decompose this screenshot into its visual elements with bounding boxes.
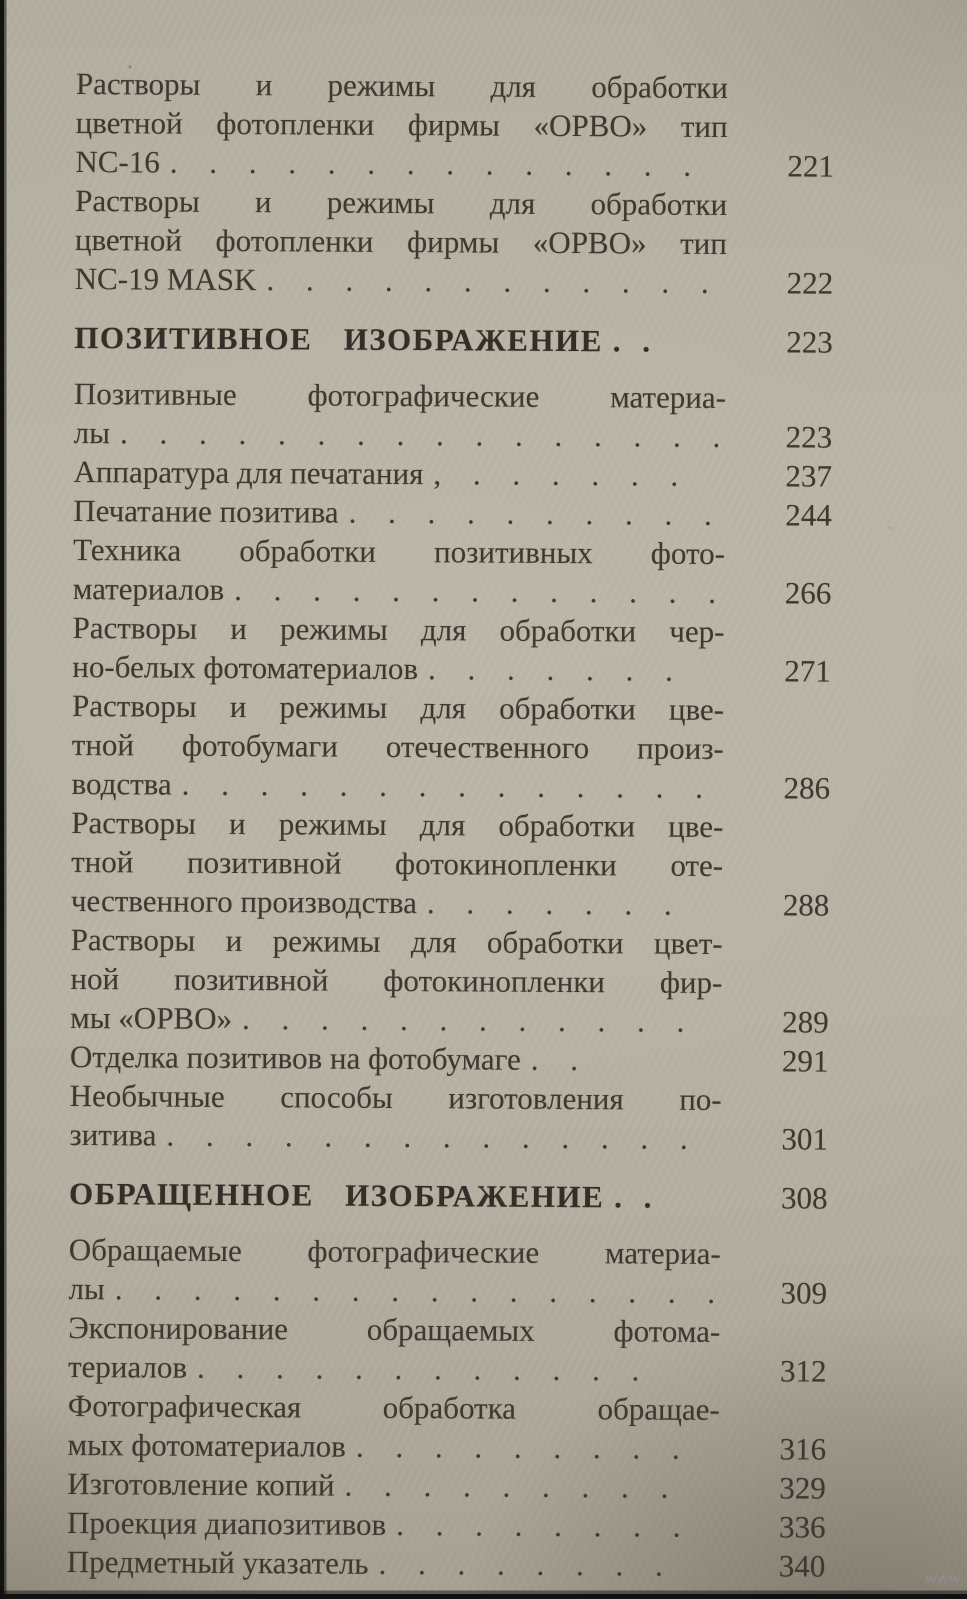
toc-text <box>73 530 725 612</box>
toc-row <box>68 1230 868 1313</box>
toc-row <box>67 1542 867 1586</box>
page-number: 340 <box>778 1548 826 1584</box>
toc-line: Растворы и режимы для обработки цвет- <box>70 921 723 961</box>
toc-line-last <box>67 1425 719 1468</box>
page-number: 286 <box>783 770 831 806</box>
dot-leader: . . . . . . . . . . . . . . <box>166 1117 689 1156</box>
page-number: 329 <box>779 1470 826 1506</box>
toc-line-last <box>67 1464 719 1507</box>
toc-line-last <box>69 1115 721 1158</box>
toc-text <box>73 452 725 495</box>
toc-row <box>68 1308 868 1391</box>
dot-leader: . . . . . . . . <box>378 1545 664 1583</box>
toc-line: тной позитивной фотокинопленки оте- <box>71 843 724 883</box>
toc-entry-title: мых фотоматериалов <box>67 1426 346 1464</box>
dot-leader: . . <box>612 323 651 359</box>
dot-leader: , . . . . . . <box>433 456 680 493</box>
toc-entry-title: ПОЗИТИВНОЕ ИЗОБРАЖЕНИЕ <box>74 319 603 359</box>
page-number: 244 <box>785 497 832 533</box>
toc-row <box>70 1037 870 1081</box>
toc-line: Фотографическая обработка обращае- <box>67 1387 720 1427</box>
toc-line-last <box>74 413 726 456</box>
toc-text <box>69 1174 721 1217</box>
toc-text <box>72 608 724 690</box>
toc-row <box>73 491 873 535</box>
page-number: 221 <box>787 148 834 184</box>
page-number: 271 <box>784 653 831 689</box>
dot-leader: . . . . . . . . . . . . . . <box>169 144 693 183</box>
toc-line-last <box>75 142 727 185</box>
toc-text <box>70 1037 722 1080</box>
dot-leader: . . . . . . . . . . . . <box>241 1001 686 1039</box>
page-number: 288 <box>782 887 830 923</box>
toc-line: Техника обработки позитивных фото- <box>72 531 726 571</box>
toc-text <box>67 1464 719 1507</box>
toc-row <box>71 803 872 925</box>
toc-entry-title: зитива <box>69 1116 157 1153</box>
toc-entry-title: Аппаратура для печатания <box>73 453 424 492</box>
toc-line-last <box>71 764 723 807</box>
toc-text <box>69 1076 721 1158</box>
dot-leader: . . . . . . . . . . . . . . . . <box>114 1271 717 1310</box>
toc-row <box>73 530 873 613</box>
toc-line-last <box>70 1037 722 1080</box>
toc-line-last <box>74 318 726 361</box>
dot-leader: . . <box>530 1041 580 1078</box>
toc-line-last <box>68 1347 720 1390</box>
toc-line-last <box>73 452 725 495</box>
page-number: 222 <box>786 265 834 301</box>
toc-entry-title: Предметный указатель <box>66 1543 369 1581</box>
toc-entry-title: чественного производства <box>70 882 418 921</box>
toc-row <box>69 1174 869 1218</box>
toc-entry-title: Печатание позитива <box>73 492 339 530</box>
toc-line: тной фотобумаги отечественного произ- <box>71 726 724 766</box>
toc-line: Растворы и режимы для обработки <box>75 182 728 222</box>
toc-line-last <box>70 998 722 1041</box>
photo-left-edge <box>0 0 7 1599</box>
toc-text <box>71 803 724 924</box>
page-number: 312 <box>779 1353 827 1389</box>
toc-line: Необычные способы изготовления по- <box>69 1077 722 1117</box>
toc-line-last <box>73 569 725 612</box>
dot-leader: . . . . . . . <box>426 885 673 922</box>
toc-entry-title: NC-19 MASK <box>74 260 257 298</box>
toc-row <box>67 1386 867 1469</box>
dot-leader: . . . . . . . <box>427 651 674 688</box>
toc-text <box>67 1542 719 1585</box>
toc-text <box>75 64 728 185</box>
toc-line-last <box>67 1542 719 1585</box>
page-number: 266 <box>784 575 832 611</box>
toc-entry-title: Отделка позитивов на фотобумаге <box>69 1038 521 1077</box>
toc-row <box>67 1464 867 1508</box>
toc-text <box>67 1386 719 1468</box>
toc-line-last <box>68 1269 720 1312</box>
toc-line: Экспонирование обращаемых фотома- <box>68 1309 721 1349</box>
toc-entry-title: Изготовление копий <box>67 1465 335 1503</box>
toc-entry-title: лы <box>68 1270 105 1307</box>
toc-line-last <box>71 881 723 924</box>
page-number: 308 <box>780 1180 828 1216</box>
toc-row <box>69 1076 869 1159</box>
dot-leader: . . . . . . . . . . . . . <box>234 571 718 610</box>
toc-row <box>67 1503 867 1547</box>
toc-text <box>71 686 724 807</box>
toc-text <box>67 1503 719 1546</box>
toc-text <box>70 920 723 1041</box>
dot-leader: . . . . . . . . . . . . <box>196 1349 641 1388</box>
table-of-contents <box>67 64 876 1586</box>
toc-text <box>74 374 726 456</box>
toc-text <box>74 318 726 361</box>
toc-entry-title: мы «ОРВО» <box>70 999 233 1036</box>
watermark: www <box>925 1570 961 1587</box>
toc-line: Растворы и режимы для обработки чер- <box>72 609 725 649</box>
toc-text <box>75 181 728 302</box>
toc-line: Растворы и режимы для обработки цве- <box>71 687 725 727</box>
toc-line: Растворы и режимы для обработки цве- <box>71 804 724 844</box>
dot-leader: . . . . . . . . . . . . . . <box>181 766 705 805</box>
dot-leader: . . . . . . . . <box>396 1506 682 1544</box>
toc-line: цветной фотопленки фирмы «ОРВО» тип <box>74 221 728 261</box>
toc-entry-title: NC-16 <box>75 143 160 180</box>
toc-entry-title: лы <box>73 414 111 451</box>
toc-text <box>68 1308 720 1390</box>
dot-leader: . . . . . . . . . . . . . . . . <box>119 415 722 454</box>
toc-line-last <box>75 259 727 302</box>
page-number: 336 <box>778 1509 826 1545</box>
toc-text <box>73 491 725 534</box>
dot-leader: . . . . . . . . . . . . <box>266 262 710 300</box>
photo-bottom-edge <box>0 1590 967 1599</box>
toc-entry-title: ОБРАЩЕННОЕ ИЗОБРАЖЕНИЕ <box>68 1175 605 1215</box>
toc-line-last <box>72 647 724 690</box>
toc-entry-title: териалов <box>67 1348 188 1385</box>
toc-entry-title: водства <box>71 765 172 802</box>
dot-leader: . . . . . . . . . <box>344 1467 670 1505</box>
toc-row <box>72 608 872 691</box>
toc-line: Растворы и режимы для обработки <box>75 65 728 105</box>
page-number: 289 <box>782 1004 829 1040</box>
page-number: 223 <box>786 324 833 360</box>
page-number: 301 <box>781 1121 829 1157</box>
toc-line-last <box>69 1174 721 1217</box>
page-number: 291 <box>781 1043 829 1079</box>
toc-line: ной позитивной фотокинопленки фир- <box>70 960 723 1000</box>
toc-line: цветной фотопленки фирмы «ОРВО» тип <box>75 104 728 144</box>
toc-entry-title: но-белых фотоматериалов <box>72 648 419 687</box>
toc-row <box>75 64 876 186</box>
page-number: 237 <box>785 458 833 494</box>
toc-line: Обращаемые фотографические материа- <box>68 1231 721 1271</box>
toc-entry-title: материалов <box>72 570 225 607</box>
toc-row <box>73 452 873 496</box>
dot-leader: . . . . . . . . . <box>355 1428 681 1466</box>
toc-line: Позитивные фотографические материа- <box>73 375 727 415</box>
toc-entry-title: Проекция диапозитивов <box>66 1504 387 1542</box>
toc-text <box>68 1230 720 1312</box>
toc-row <box>75 181 876 303</box>
toc-line-last <box>67 1503 719 1546</box>
dot-leader: . . . . . . . . . . <box>348 494 713 532</box>
toc-row <box>74 374 874 457</box>
toc-line-last <box>73 491 725 534</box>
page-number: 223 <box>785 419 833 455</box>
toc-row <box>70 920 871 1042</box>
dot-leader: . . <box>614 1179 652 1215</box>
toc-row <box>74 318 874 362</box>
page-number: 316 <box>779 1431 827 1467</box>
page-number: 309 <box>780 1275 828 1311</box>
toc-row <box>71 686 872 808</box>
